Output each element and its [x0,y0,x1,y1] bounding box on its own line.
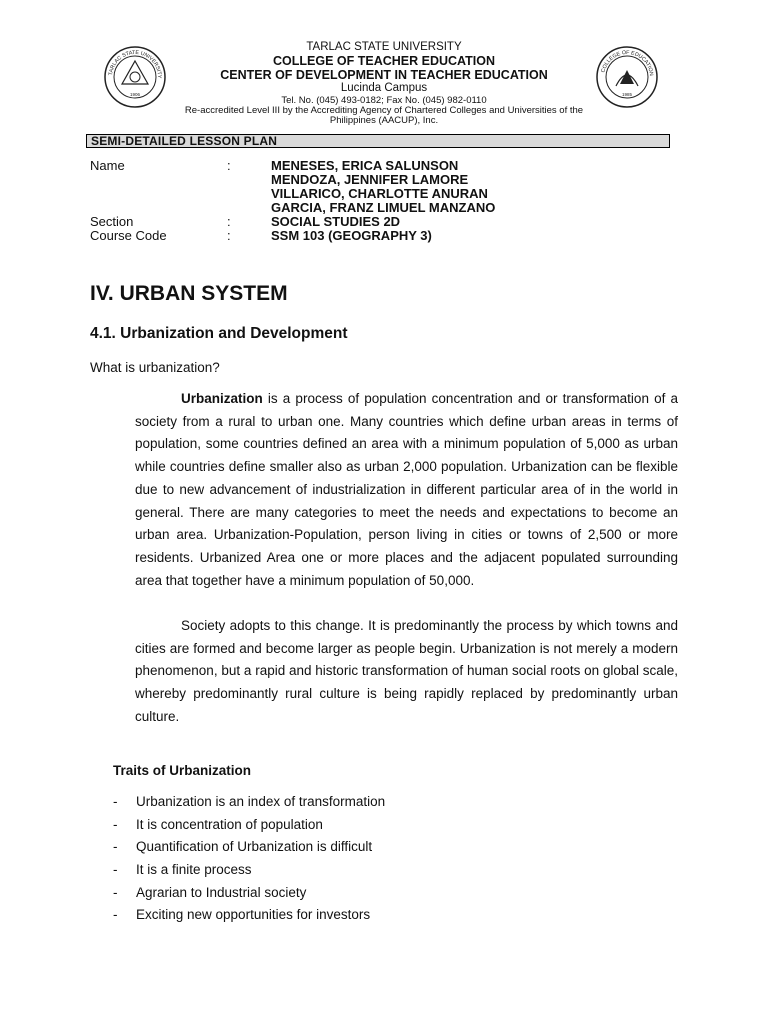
course-code-value: SSM 103 (GEOGRAPHY 3) [271,228,432,243]
list-item-text: Quantification of Urbanization is difficult [136,839,373,854]
accreditation-line-2: Philippines (AACUP), Inc. [329,115,439,126]
page-title: IV. URBAN SYSTEM [90,282,288,305]
course-code-label: Course Code [90,228,167,243]
course-code-colon: : [227,228,231,243]
center-name: CENTER OF DEVELOPMENT IN TEACHER EDUCATION [220,68,548,82]
traits-heading: Traits of Urbanization [113,763,252,778]
paragraph-2-text: Society adopts to this change. It is predominantly the process by which towns and cities are formed and become larger as people begin. Urbanization is not merely a modern phenomenon, but a rapid and historic transformation of human social roots on global scale, whereby predominantly rural culture is being rapidly replaced by predominantly urban culture. [135,618,678,724]
svg-text:COLLEGE OF EDUCATION: COLLEGE OF EDUCATION [600,49,655,77]
list-item-text: Agrarian to Industrial society [136,885,307,900]
section-value: SOCIAL STUDIES 2D [271,214,401,229]
urbanization-term: Urbanization [181,391,263,406]
section-heading: 4.1. Urbanization and Development [90,325,348,342]
list-dash: - [113,817,118,832]
list-dash: - [113,885,118,900]
svg-text:1985: 1985 [621,92,633,97]
name-value-1: MENESES, ERICA SALUNSON [271,158,459,173]
paragraph-2 [135,615,678,729]
contact-info: Tel. No. (045) 493-0182; Fax No. (045) 982-0110 [281,95,487,106]
section-label: Section [90,214,134,229]
name-value-4: GARCIA, FRANZ LIMUEL MANZANO [271,200,496,215]
paragraph-1 [135,388,678,592]
list-dash: - [113,794,118,809]
name-label: Name [90,158,125,173]
college-name: COLLEGE OF TEACHER EDUCATION [273,54,495,68]
list-dash: - [113,839,118,854]
svg-text:TARLAC STATE UNIVERSITY: TARLAC STATE UNIVERSITY [108,49,163,79]
list-item-text: Urbanization is an index of transformation [136,794,386,809]
list-item-text: It is concentration of population [136,817,323,832]
name-colon: : [227,158,231,173]
accreditation-line-1: Re-accredited Level III by the Accrediting Agency of Chartered Colleges and Universities of the [184,105,584,116]
university-name: TARLAC STATE UNIVERSITY [306,41,462,53]
lesson-plan-title: SEMI-DETAILED LESSON PLAN [91,134,278,148]
name-value-2: MENDOZA, JENNIFER LAMORE [271,172,469,187]
list-item-text: Exciting new opportunities for investors [136,907,371,922]
list-item-text: It is a finite process [136,862,252,877]
paragraph-1-text: is a process of population concentration and or transformation of a society from a rural to urban one. Many countries which define urban areas in terms of population, some countries defined an area with a minimum population of 5,000 as urban while countries define smaller also as urban 2,000 population. Urbanization can be flexible due to new advancement of industrialization in different particular area of in the world in general. There are many categories to meet the needs and expectations to become an urban area. Urbanization-Population, person living in cities or towns of 2,500 or more residents. Urbanized Area one or more places and the adjacent populated surrounding area that together have a minimum population of 50,000. [135,391,678,588]
question-text: What is urbanization? [90,360,220,375]
section-colon: : [227,214,231,229]
campus-name: Lucinda Campus [340,82,428,94]
list-dash: - [113,907,118,922]
list-dash: - [113,862,118,877]
lesson-plan-title-bar [86,134,670,148]
svg-text:1906: 1906 [129,92,141,97]
name-value-3: VILLARICO, CHARLOTTE ANURAN [271,186,488,201]
